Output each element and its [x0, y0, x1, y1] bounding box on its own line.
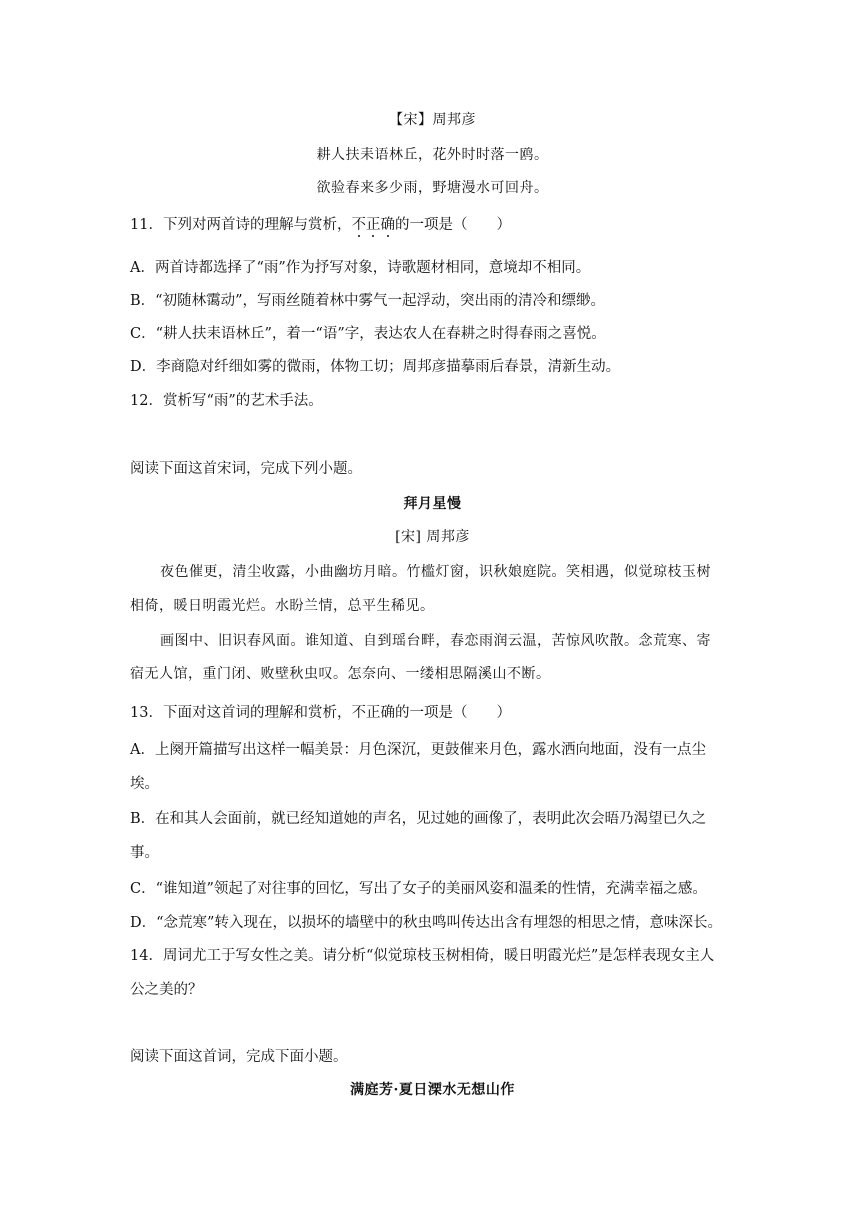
option-a-cont: 埃。: [130, 776, 159, 792]
poem-line: 欲验春来多少雨，野塘漫水可回舟。: [316, 180, 549, 196]
poem-author: [宋] 周邦彦: [395, 529, 470, 545]
question-13-stem: 13．下面对这首词的理解和赏析，不正确的一项是（ ）: [130, 705, 511, 721]
option-c: C．“谁知道”领起了对往事的回忆，写出了女子的美丽风姿和温柔的性情，充满幸福之感。: [130, 881, 707, 897]
poem-author: 【宋】周邦彦: [389, 112, 476, 128]
poem-title: 满庭芳·夏日溧水无想山作: [350, 1082, 515, 1098]
stem-text: 的一项是（ ）: [394, 217, 511, 233]
option-b: B．在和其人会面前，就已经知道她的声名，见过她的画像了，表明此次会晤乃渴望已久之: [130, 811, 707, 827]
emphasis-char: 正: [365, 217, 381, 233]
option-d: D．“念荒寒”转入现在，以损坏的墙壁中的秋虫鸣叫传达出含有埋怨的相思之情，意味深长。: [130, 915, 722, 931]
section-intro: 阅读下面这首宋词，完成下列小题。: [130, 461, 362, 477]
section-intro: 阅读下面这首词，完成下面小题。: [130, 1049, 348, 1065]
question-14: 14．周词尤工于写女性之美。请分析“似觉琼枝玉树相倚，暖日明霞光烂”是怎样表现女主人: [130, 948, 715, 964]
option-d: D．李商隐对纤细如雾的微雨，体物工切；周邦彦描摹雨后春景，清新生动。: [130, 359, 621, 375]
poem-paragraph: 夜色催更，清尘收露，小曲幽坊月暗。竹槛灯窗，识秋娘庭院。笑相遇，似觉琼枝玉树: [160, 564, 711, 580]
emphasis-char: 不: [351, 217, 366, 233]
question-11-stem: [130, 215, 735, 235]
poem-paragraph: 宿无人馆，重门闭、败壁秋虫叹。怎奈向、一缕相思隔溪山不断。: [130, 666, 551, 682]
stem-text: 11．下列对两首诗的理解与赏析，: [130, 217, 352, 233]
option-a: A．两首诗都选择了“雨”作为抒写对象，诗歌题材相同，意境却不相同。: [130, 260, 591, 276]
poem-paragraph: 画图中、旧识春风面。谁知道、自到瑶台畔，春恋雨润云温，苦惊风吹散。念荒寒、寄: [160, 633, 711, 649]
option-c: C．“耕人扶耒语林丘”，着一“语”字，表达农人在春耕之时得春雨之喜悦。: [130, 326, 606, 342]
option-b: B．“初随林霭动”，写雨丝随着林中雾气一起浮动，突出雨的清冷和缥缈。: [130, 293, 605, 309]
poem-paragraph: 相倚，暖日明霞光烂。水盼兰情，总平生稀见。: [130, 598, 435, 614]
poem-line: 耕人扶耒语林丘，花外时时落一鸥。: [316, 147, 549, 163]
poem-title: 拜月星慢: [403, 496, 462, 512]
option-a: A．上阕开篇描写出这样一幅美景：月色深沉，更鼓催来月色，露水洒向地面，没有一点尘: [130, 742, 706, 758]
question-12: 12．赏析写“雨”的艺术手法。: [130, 393, 323, 409]
emphasis-char: 确: [380, 217, 395, 233]
question-14-cont: 公之美的？: [130, 982, 203, 998]
option-b-cont: 事。: [130, 845, 159, 861]
